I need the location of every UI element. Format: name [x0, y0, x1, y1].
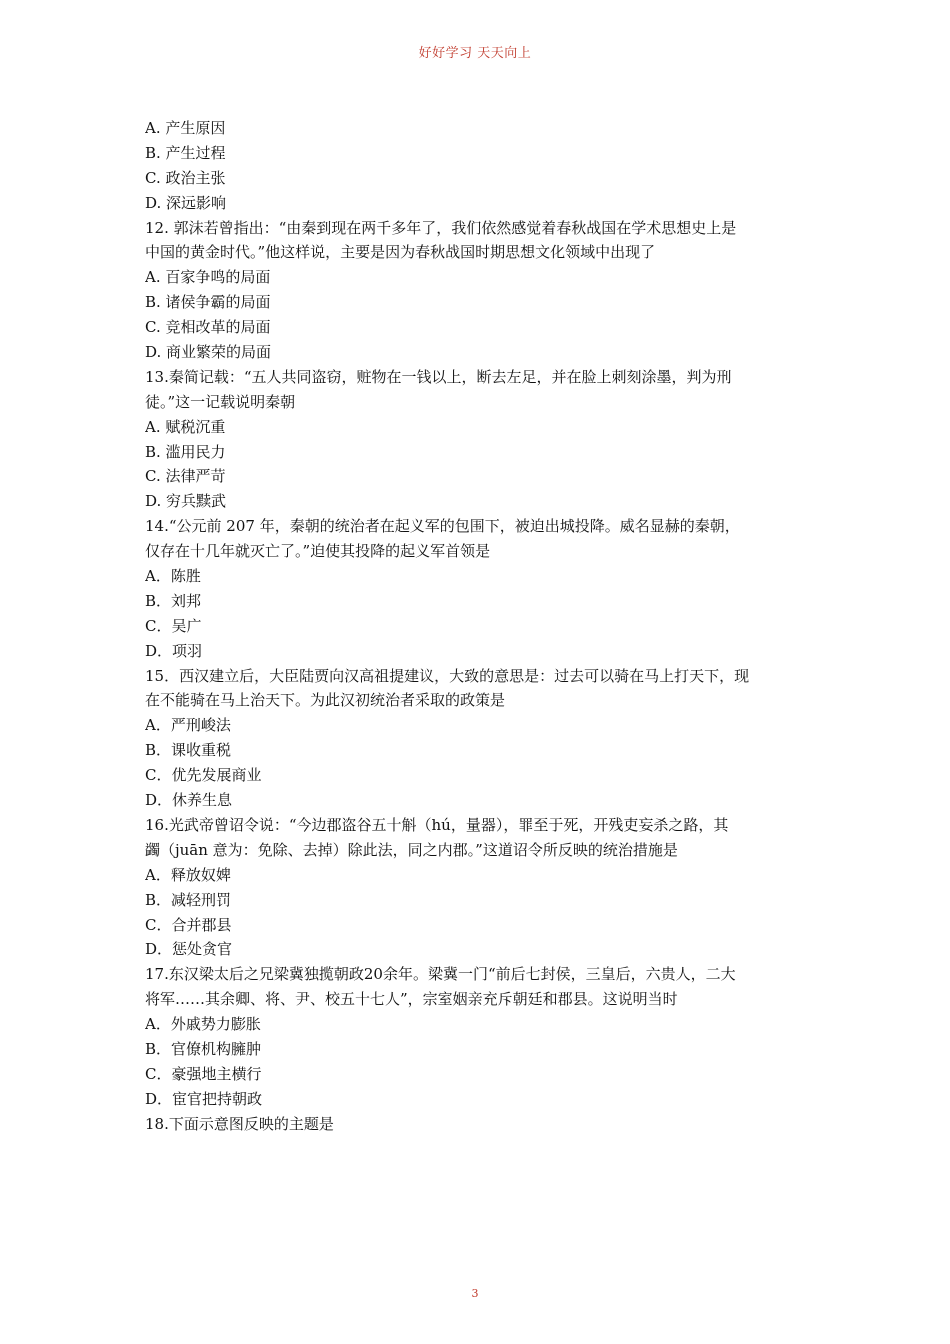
text-line: B. 产生过程: [145, 143, 226, 162]
question-14-line-2: 仅存在十几年就灭亡了。”迫使其投降的起义军首领是: [145, 542, 491, 561]
question-15-line-1: 15．西汉建立后，大臣陆贾向汉高祖提建议，大致的意思是：过去可以骑在马上打天下，现: [145, 666, 750, 685]
question-14-line-1: 14.“公元前 207 年，秦朝的统治者在起义军的包围下，被迫出城投降。威名显赫的秦朝，: [145, 517, 740, 536]
question-12-line-2: 中国的黄金时代。”他这样说，主要是因为春秋战国时期思想文化领域中出现了: [145, 243, 656, 262]
text-line: A. 赋税沉重: [145, 417, 226, 436]
text-line: A．陈胜: [145, 567, 201, 586]
question-18-line-1: 18.下面示意图反映的主题是: [145, 1114, 334, 1133]
text-line: C. 政治主张: [145, 168, 226, 187]
question-13-line-1: 13.秦简记载：“五人共同盗窃，赃物在一钱以上，断去左足，并在脸上刺刻涂墨，判为刑: [145, 367, 732, 386]
text-line: C．合并郡县: [145, 915, 232, 934]
text-line: D．惩处贪官: [145, 940, 233, 959]
text-line: A．外戚势力膨胀: [145, 1015, 261, 1034]
text-line: A．严刑峻法: [145, 716, 231, 735]
question-16-line-1: 16.光武帝曾诏令说：“今边郡盗谷五十斛（hú，量器），罪至于死，开残吏妄杀之路，其: [145, 815, 729, 834]
text-line: C．豪强地主横行: [145, 1064, 262, 1083]
text-line: D．休养生息: [145, 791, 233, 810]
question-17-line-2: 将军……其余卿、将、尹、校五十七人”，宗室姻亲充斥朝廷和郡县。这说明当时: [145, 990, 678, 1009]
question-17-line-1: 17.东汉梁太后之兄梁冀独揽朝政20余年。梁冀一门“前后七封侯，三皇后，六贵人，二大: [145, 965, 736, 984]
text-line: B．官僚机构臃肿: [145, 1039, 262, 1058]
text-line: C．优先发展商业: [145, 766, 262, 785]
text-line: B. 滥用民力: [145, 442, 226, 461]
question-16-line-2: 蠲（juān 意为：免除、去掉）除此法，同之内郡。”这道诏令所反映的统治措施是: [145, 840, 678, 859]
text-line: B．刘邦: [145, 591, 202, 610]
question-13-line-2: 徒。”这一记载说明秦朝: [145, 392, 296, 411]
question-15-line-2: 在不能骑在马上治天下。为此汉初统治者采取的政策是: [145, 691, 506, 710]
text-line: A．释放奴婢: [145, 865, 231, 884]
text-line: B. 诸侯争霸的局面: [145, 293, 271, 312]
text-line: C. 竞相改革的局面: [145, 318, 271, 337]
text-line: D. 深远影响: [145, 193, 227, 212]
text-line: D．宦官把持朝政: [145, 1089, 263, 1108]
text-line: D. 穷兵黩武: [145, 492, 227, 511]
text-line: B．减轻刑罚: [145, 890, 232, 909]
text-line: C．吴广: [145, 616, 202, 635]
page-header: 好好学习 天天向上: [418, 46, 532, 61]
page-number: 3: [471, 1287, 479, 1300]
question-12-line-1: 12. 郭沫若曾指出：“由秦到现在两千多年了，我们依然感觉着春秋战国在学术思想史上是: [145, 218, 737, 237]
document-body: [145, 116, 815, 1137]
text-line: A. 产生原因: [145, 119, 226, 137]
text-line: D．项羽: [145, 641, 203, 660]
text-line: D. 商业繁荣的局面: [145, 343, 272, 362]
text-line: A. 百家争鸣的局面: [145, 268, 271, 287]
text-line: C. 法律严苛: [145, 467, 226, 486]
text-line: B．课收重税: [145, 741, 232, 760]
